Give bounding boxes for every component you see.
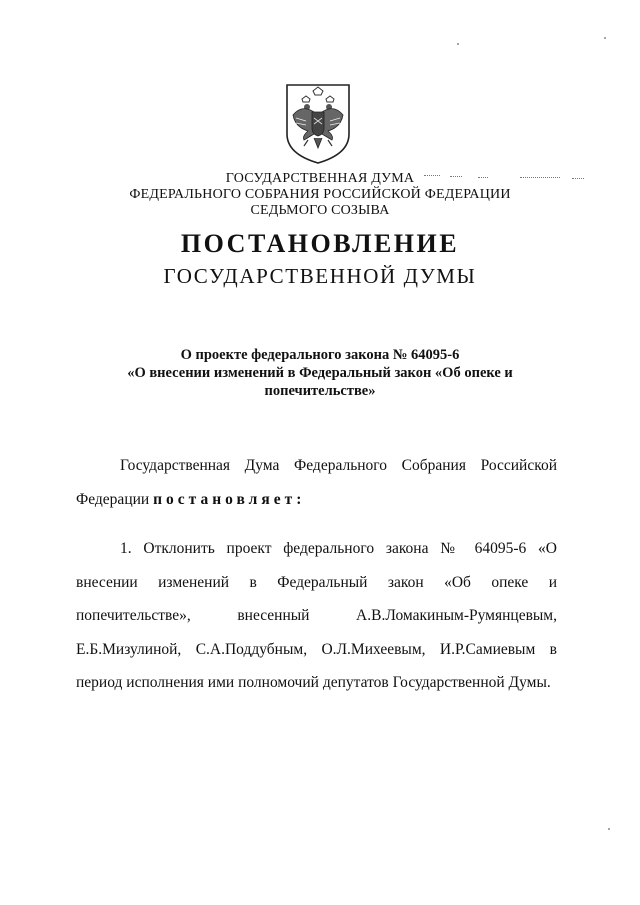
scan-mark: [424, 175, 440, 176]
document-subject: [120, 346, 520, 400]
scan-mark: [450, 176, 462, 177]
subject-line-2: «О внесении изменений в Федеральный закон «Об опеке и: [127, 365, 513, 381]
header-line-3: СЕДЬМОГО СОЗЫВА: [250, 203, 390, 218]
resolution-item-1: 1. Отклонить проект федерального закона № 64095-6 «О внесении изменений в Федеральный закон «Об опеке и попечительстве», внесенный А.В.Ломакиным-Румянцевым, Е.Б.Мизулиной, С.А.Поддубным, О.Л.Михеевым, И.Р.Самиевым в период исполнения ими полномочий депутатов Государственной Думы.: [76, 540, 557, 691]
document-subtitle: ГОСУДАРСТВЕННОЙ ДУМЫ: [163, 264, 477, 288]
preamble-action: постановляет:: [153, 490, 306, 508]
scan-mark: [478, 177, 488, 178]
coat-of-arms-icon: [284, 82, 352, 166]
preamble-text: Государственная Дума Федерального Собрания Российской Федерации: [76, 457, 557, 508]
subject-line-1: О проекте федерального закона № 64095-6: [180, 347, 460, 363]
subject-line-3: попечительстве»: [264, 383, 376, 399]
scan-speck: [608, 828, 610, 830]
header-line-2: ФЕДЕРАЛЬНОГО СОБРАНИЯ РОССИЙСКОЙ ФЕДЕРАЦИИ: [129, 187, 511, 202]
scan-speck: [604, 37, 606, 39]
preamble-paragraph: [76, 449, 557, 516]
header-line-1: ГОСУДАРСТВЕННАЯ ДУМА: [225, 171, 415, 186]
scan-mark: [572, 178, 584, 179]
scan-speck: [457, 43, 459, 45]
scan-mark: [520, 177, 560, 178]
document-title: ПОСТАНОВЛЕНИЕ: [180, 229, 460, 258]
